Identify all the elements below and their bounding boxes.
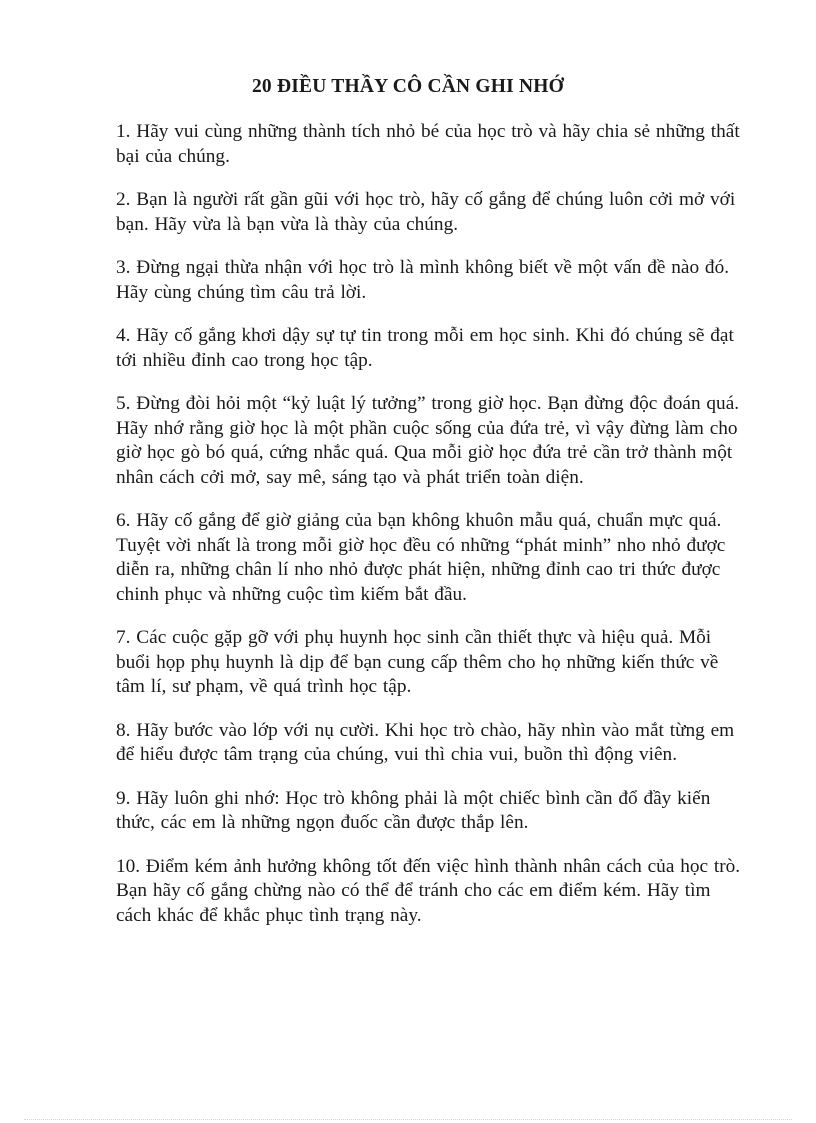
- list-item: 6. Hãy cố gắng để giờ giảng của bạn không khuôn mẫu quá, chuẩn mực quá. Tuyệt vời nhất là trong mỗi giờ học đều có những “phát minh” nho nhỏ được diễn ra, những chân lí nho nhỏ được phát hiện, những đỉnh cao tri thức được chinh phục và những cuộc tìm kiếm bắt đầu.: [116, 510, 726, 605]
- list-item: 5. Đừng đòi hỏi một “kỷ luật lý tưởng” trong giờ học. Bạn đừng độc đoán quá. Hãy nhớ rằng giờ học là một phần cuộc sống của đứa trẻ, vì vậy đừng làm cho giờ học gò bó quá, cứng nhắc quá. Qua mỗi giờ học đứa trẻ cần trở thành một nhân cách cởi mở, say mê, sáng tạo và phát triển toàn diện.: [116, 393, 740, 488]
- page-bottom-divider: [24, 1119, 792, 1120]
- list-item: 2. Bạn là người rất gần gũi với học trò, hãy cố gắng để chúng luôn cởi mở với bạn. Hãy vừa là bạn vừa là thày của chúng.: [116, 189, 736, 235]
- document-body: [116, 120, 744, 947]
- list-item: 3. Đừng ngại thừa nhận với học trò là mình không biết về một vấn đề nào đó. Hãy cùng chúng tìm câu trả lời.: [116, 257, 730, 303]
- list-item: 7. Các cuộc gặp gỡ với phụ huynh học sinh cần thiết thực và hiệu quả. Mỗi buổi họp phụ huynh là dịp để bạn cung cấp thêm cho họ những kiến thức về tâm lí, sư phạm, về quá trình học tập.: [116, 627, 719, 697]
- list-item: 10. Điểm kém ảnh hưởng không tốt đến việc hình thành nhân cách của học trò. Bạn hãy cố gắng chừng nào có thể để tránh cho các em điểm kém. Hãy tìm cách khác để khắc phục tình trạng này.: [116, 855, 741, 926]
- list-item: 1. Hãy vui cùng những thành tích nhỏ bé của học trò và hãy chia sẻ những thất bại của chúng.: [116, 121, 740, 167]
- document-title: 20 ĐIỀU THẦY CÔ CẦN GHI NHỚ: [251, 76, 564, 97]
- list-item: 9. Hãy luôn ghi nhớ: Học trò không phải là một chiếc bình cần đổ đầy kiến thức, các em là những ngọn đuốc cần được thắp lên.: [116, 787, 711, 833]
- list-item: 8. Hãy bước vào lớp với nụ cười. Khi học trò chào, hãy nhìn vào mắt từng em để hiểu được tâm trạng của chúng, vui thì chia vui, buồn thì động viên.: [116, 719, 735, 765]
- list-item: 4. Hãy cố gắng khơi dậy sự tự tin trong mỗi em học sinh. Khi đó chúng sẽ đạt tới nhiều đỉnh cao trong học tập.: [116, 325, 734, 371]
